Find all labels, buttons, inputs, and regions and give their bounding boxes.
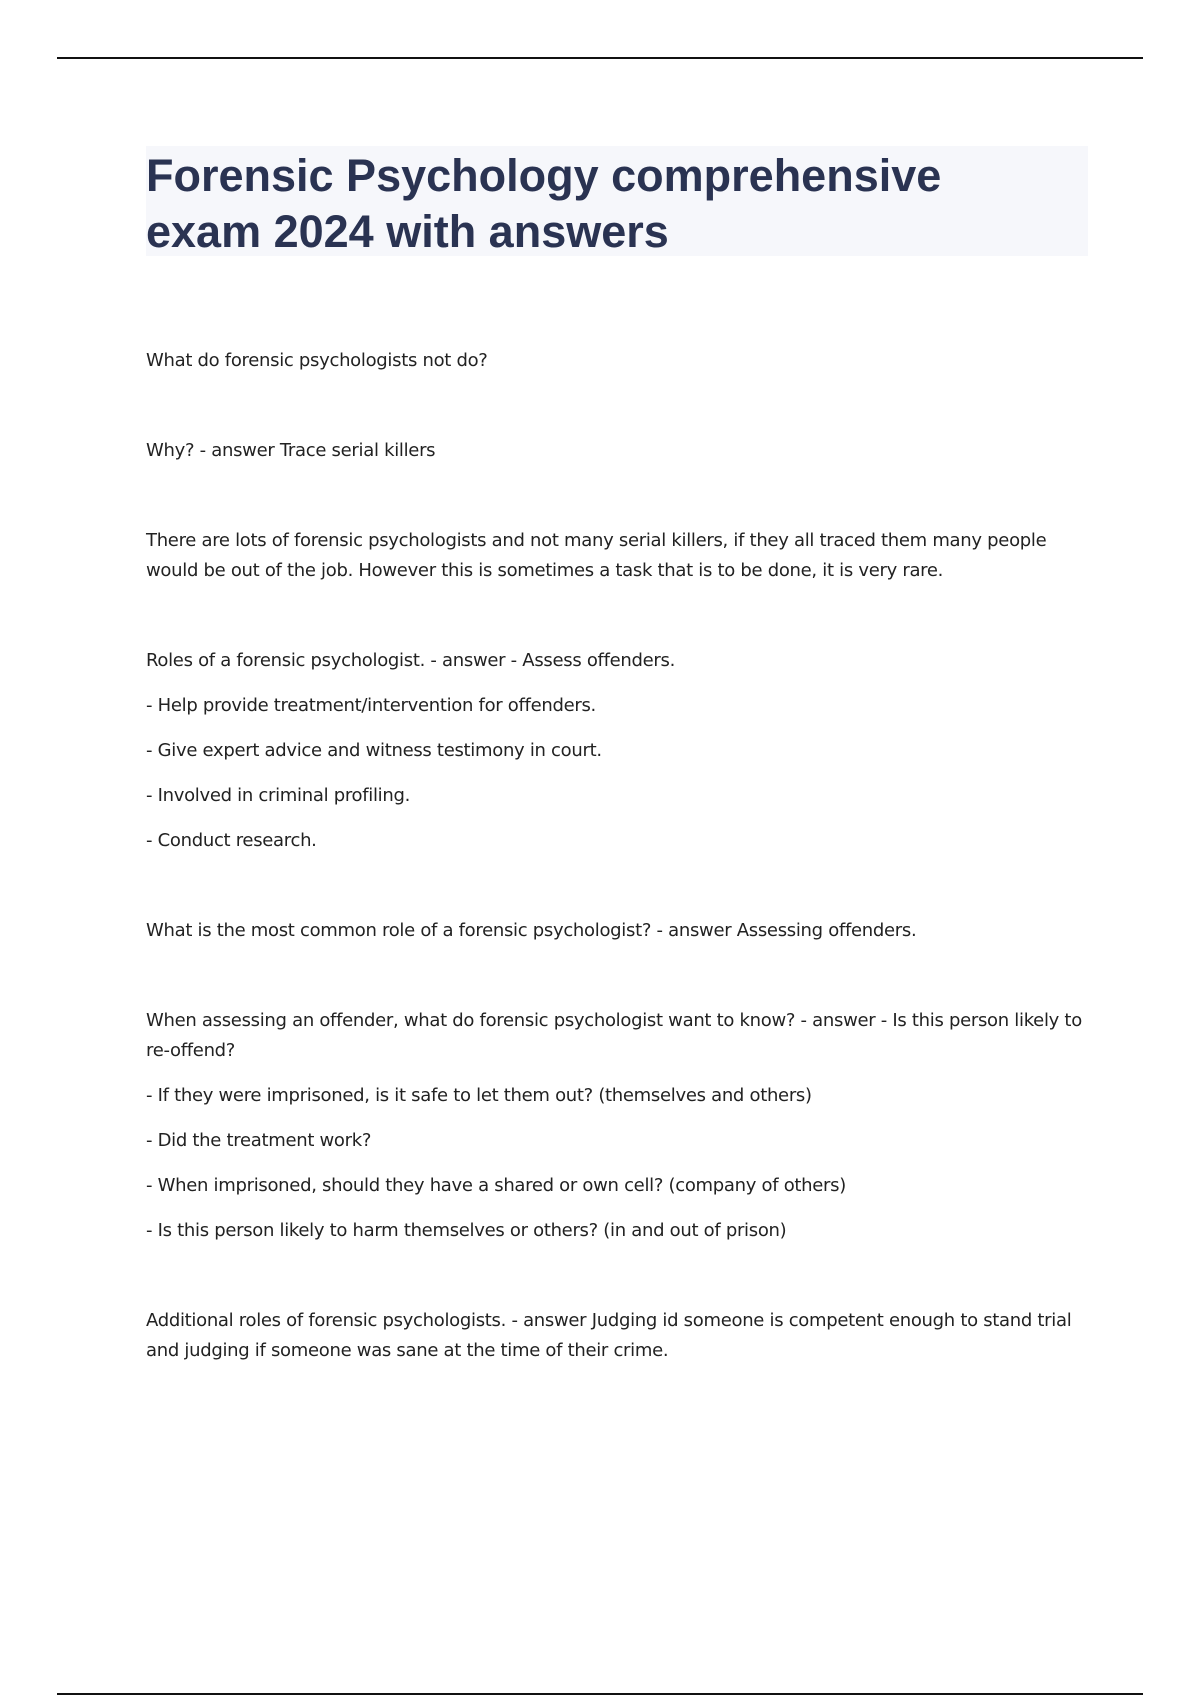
title-line-2: exam 2024 with answers bbox=[146, 206, 669, 257]
question-2-item: - Conduct research. bbox=[146, 830, 317, 851]
title-box bbox=[146, 146, 1088, 256]
question-1: What do forensic psychologists not do? bbox=[146, 350, 488, 371]
question-5: Additional roles of forensic psychologists. - answer Judging id someone is competent enough to stand trial and judging if someone was sane at the time of their crime. bbox=[146, 1310, 1072, 1361]
question-1-answer: Why? - answer Trace serial killers bbox=[146, 440, 436, 461]
question-1-explanation: There are lots of forensic psychologists and not many serial killers, if they all traced them many people would be out of the job. However this is sometimes a task that is to be done, it is very rare. bbox=[146, 530, 1047, 581]
question-4-item: - If they were imprisoned, is it safe to let them out? (themselves and others) bbox=[146, 1085, 812, 1106]
question-2-item: - Give expert advice and witness testimony in court. bbox=[146, 740, 602, 761]
question-4-item: - When imprisoned, should they have a shared or own cell? (company of others) bbox=[146, 1175, 846, 1196]
question-4-item: - Is this person likely to harm themselves or others? (in and out of prison) bbox=[146, 1220, 787, 1241]
question-2: Roles of a forensic psychologist. - answer - Assess offenders. bbox=[146, 650, 675, 671]
question-2-item: - Involved in criminal profiling. bbox=[146, 785, 411, 806]
question-4: When assessing an offender, what do forensic psychologist want to know? - answer - Is this person likely to re-offend? bbox=[146, 1010, 1082, 1061]
question-4-item: - Did the treatment work? bbox=[146, 1130, 372, 1151]
question-3: What is the most common role of a forensic psychologist? - answer Assessing offenders. bbox=[146, 920, 917, 941]
document-body bbox=[146, 346, 1086, 1366]
bottom-rule bbox=[57, 1693, 1143, 1695]
question-2-item: - Help provide treatment/intervention for offenders. bbox=[146, 695, 596, 716]
document-title bbox=[146, 148, 1088, 260]
title-line-1: Forensic Psychology comprehensive bbox=[146, 150, 942, 201]
top-rule bbox=[57, 57, 1143, 59]
